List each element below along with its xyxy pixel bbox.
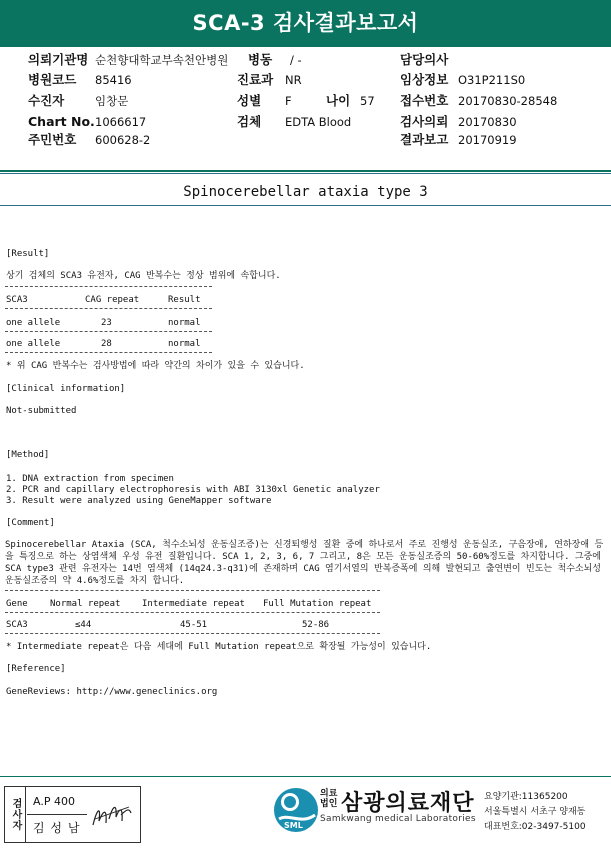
result-table-rule-bottom — [5, 352, 212, 353]
signature-image — [89, 799, 135, 833]
age-value: 57 — [360, 94, 375, 108]
stamp-rule — [27, 814, 87, 815]
clinical-heading: [Clinical information] — [6, 384, 126, 394]
result-table-rule-row — [5, 331, 212, 332]
repeat-header-normal: Normal repeat — [50, 599, 121, 609]
repeat-header-full: Full Mutation repeat — [263, 599, 372, 609]
org-contact-code: 요양기관:11365200 — [484, 792, 568, 802]
institution-label: 의뢰기관명 — [28, 52, 89, 67]
result-table-rule-top — [5, 286, 212, 287]
info-row-5 — [0, 131, 611, 149]
org-contact-address: 서울특별시 서초구 양재동 — [484, 807, 586, 817]
ap-label: A.P 400 — [33, 795, 75, 808]
report-subtitle: Spinocerebellar ataxia type 3 — [183, 184, 428, 200]
result-row-1-result: normal — [168, 318, 201, 328]
info-row-3 — [0, 92, 611, 110]
report-title: SCA-3 검사결과보고서 — [0, 0, 611, 47]
inspector-stamp — [4, 786, 141, 843]
info-row-2 — [0, 71, 611, 89]
patient-label: 수진자 — [28, 93, 65, 108]
subtitle-divider — [0, 205, 611, 206]
info-row-4 — [0, 113, 611, 131]
result-note: * 위 CAG 반복수는 검사방법에 따라 약간의 차이가 있을 수 있습니다. — [6, 361, 305, 371]
repeat-row-gene: SCA3 — [6, 620, 28, 630]
result-row-2-cag: 28 — [101, 339, 112, 349]
result-heading: [Result] — [6, 249, 50, 259]
sml-logo-icon — [271, 785, 321, 835]
hospital-code-value: 85416 — [95, 73, 132, 87]
repeat-row-full: 52-86 — [302, 620, 330, 630]
report-date-value: 20170919 — [458, 133, 517, 147]
result-row-1-cag: 23 — [101, 318, 112, 328]
header-divider — [0, 170, 611, 172]
repeat-table-rule-mid — [5, 612, 380, 613]
clinical-value: Not-submitted — [6, 406, 77, 416]
institution-value: 순천향대학교부속천안병원 — [95, 53, 229, 67]
stamp-label — [5, 787, 26, 842]
repeat-header-gene: Gene — [6, 599, 28, 609]
stamp-label-text: 검사자 — [10, 798, 21, 831]
method-item-1: 1. DNA extraction from specimen — [6, 474, 174, 484]
reference-value: GeneReviews: http://www.geneclinics.org — [6, 687, 218, 697]
report-date-label: 결과보고 — [400, 132, 449, 147]
department-label: 진료과 — [237, 72, 274, 87]
footer-divider — [0, 776, 611, 777]
comment-text: Spinocerebellar Ataxia (SCA, 척수소뇌성 운동실조증)는 신경퇴행성 질환 중에 하나로서 주로 진행성 운동실조, 구음장애, 연하장애 등을 특징으로 하는 상염색체 우성 유전 질환입니다. SCA 1, 2, 3, 6, 7 그리고, 8은 모든 운동실조증의 50-60%정도를 차지합니다. 그중에 SCA type3 관련 유전자는 14번 염색체 (14q24.3-q31)에 존재하며 CAG 염기서열의 반복증폭에 의해 발현되고 출연변이 빈도는 척수소뇌성 운동실조증의 약 4.6%정도를 차지 합니다. — [5, 540, 604, 586]
request-date-value: 20170830 — [458, 115, 517, 129]
clinical-info-label: 임상정보 — [400, 72, 449, 87]
id-no-value: 600628-2 — [95, 133, 151, 147]
id-no-label: 주민번호 — [28, 132, 77, 147]
result-table-header-result: Result — [168, 295, 201, 305]
repeat-note: * Intermediate repeat은 다음 세대에 Full Mutation repeat으로 확장될 가능성이 있습니다. — [6, 642, 432, 652]
sex-label: 성별 — [237, 93, 262, 108]
method-item-2: 2. PCR and capillary electrophoresis with ABI 3130xl Genetic analyzer — [6, 485, 380, 495]
patient-info-section — [0, 47, 611, 152]
clinical-info-value: O31P211S0 — [458, 73, 526, 87]
repeat-table-rule-bottom — [5, 633, 380, 634]
info-row-1 — [0, 51, 611, 69]
repeat-row-normal: ≤44 — [75, 620, 92, 630]
receipt-no-value: 20170830-28548 — [458, 94, 558, 108]
method-item-3: 3. Result were analyzed using GeneMapper software — [6, 496, 272, 506]
org-prefix-1: 의료 — [320, 789, 338, 799]
specimen-label: 검체 — [237, 114, 262, 129]
result-row-2-gene: one allele — [6, 339, 61, 349]
org-prefix-2: 법인 — [320, 799, 338, 809]
repeat-row-intermediate: 45-51 — [180, 620, 208, 630]
repeat-header-intermediate: Intermediate repeat — [142, 599, 245, 609]
result-table-header-cag: CAG repeat — [85, 295, 140, 305]
method-heading: [Method] — [6, 450, 50, 460]
specimen-value: EDTA Blood — [285, 115, 352, 129]
comment-heading: [Comment] — [6, 518, 55, 528]
result-table-rule-mid — [5, 308, 212, 309]
result-summary: 상기 검체의 SCA3 유전자, CAG 반복수는 정상 범위에 속합니다. — [6, 271, 281, 281]
receipt-no-label: 접수번호 — [400, 93, 449, 108]
reference-heading: [Reference] — [6, 664, 66, 674]
request-date-label: 검사의뢰 — [400, 114, 449, 129]
sex-value: F — [285, 94, 292, 108]
repeat-table-rule-top — [5, 590, 380, 591]
age-label: 나이 — [326, 93, 351, 108]
result-row-2-result: normal — [168, 339, 201, 349]
patient-value: 임창문 — [95, 94, 129, 108]
org-name: 삼광의료재단 — [341, 791, 475, 816]
header-divider-thin — [0, 173, 611, 174]
hospital-code-label: 병원코드 — [28, 72, 77, 87]
ward-value: / - — [290, 53, 302, 67]
department-value: NR — [285, 73, 302, 87]
inspector-name: 김 성 남 — [33, 821, 81, 835]
chart-no-label: Chart No. — [28, 114, 95, 129]
chart-no-value: 1066617 — [95, 115, 147, 129]
org-contact-phone: 대표번호:02-3497-5100 — [484, 822, 586, 832]
doctor-label: 담당의사 — [400, 52, 449, 67]
sml-logo-text: SML — [284, 821, 303, 830]
org-english-name: Samkwang medical Laboratories — [320, 814, 476, 824]
result-table-header-gene: SCA3 — [6, 295, 28, 305]
ward-label: 병동 — [248, 52, 273, 67]
result-row-1-gene: one allele — [6, 318, 61, 328]
org-prefix — [320, 789, 337, 809]
